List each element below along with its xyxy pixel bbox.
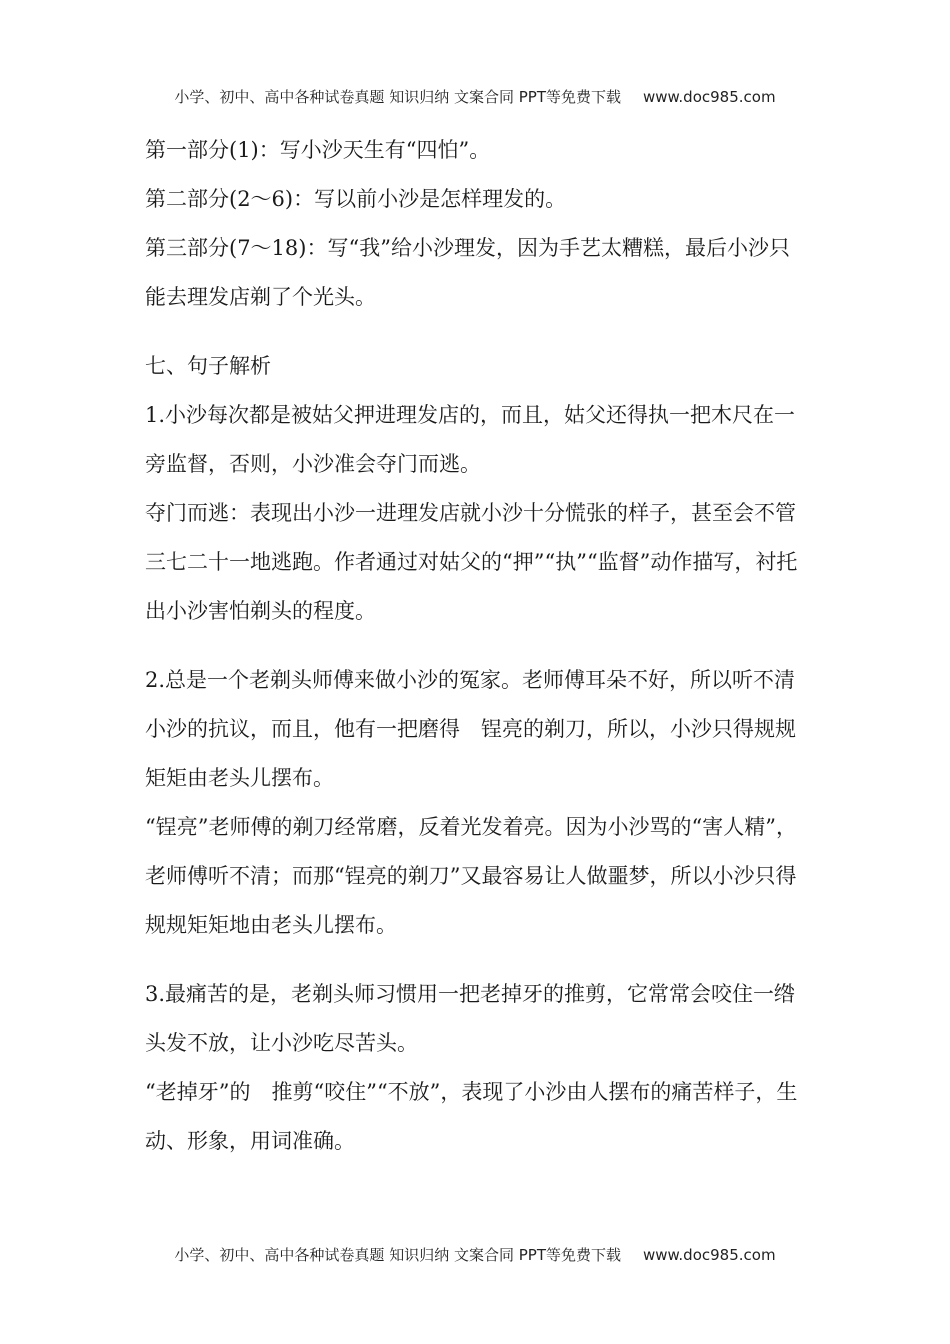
sentence-quote-2: 2.总是一个老剃头师傅来做小沙的冤家。老师傅耳朵不好，所以听不清小沙的抗议，而且，他有一把磨得 锃亮的剃刀，所以，小沙只得规规矩矩由老头儿摆布。 bbox=[145, 668, 796, 790]
page-footer bbox=[0, 1244, 950, 1265]
sentence-analysis-3: “老掉牙”的 推剪“咬住”“不放”，表现了小沙由人摆布的痛苦样子，生动、形象，用词准确。 bbox=[145, 1080, 798, 1153]
sentence-analysis-2: “锃亮”老师傅的剃刀经常磨，反着光发着亮。因为小沙骂的“害人精”，老师傅听不清；而那“锃亮的剃刀”又最容易让人做噩梦，所以小沙只得规规矩矩地由老头儿摆布。 bbox=[145, 815, 797, 937]
sentence-quote-3: 3.最痛苦的是，老剃头师习惯用一把老掉牙的推剪，它常常会咬住一绺头发不放，让小沙吃尽苦头。 bbox=[145, 982, 796, 1055]
sentence-analysis-1: 夺门而逃：表现出小沙一进理发店就小沙十分慌张的样子，甚至会不管三七二十一地逃跑。作者通过对姑父的“押”“执”“监督”动作描写，衬托出小沙害怕剃头的程度。 bbox=[145, 501, 798, 623]
spacer bbox=[145, 636, 805, 656]
footer-site: www.doc985.com bbox=[642, 1246, 776, 1264]
section-title: 七、句子解析 bbox=[145, 354, 271, 378]
footer-text: 小学、初中、高中各种试卷真题 知识归纳 文案合同 PPT等免费下载 bbox=[174, 1246, 621, 1264]
part-summary-3: 第三部分(7～18)：写“我”给小沙理发，因为手艺太糟糕，最后小沙只能去理发店剃了个光头。 bbox=[145, 236, 790, 309]
spacer bbox=[145, 322, 805, 342]
header-site: www.doc985.com bbox=[642, 88, 776, 106]
part-summary-2: 第二部分(2～6)：写以前小沙是怎样理发的。 bbox=[145, 187, 567, 211]
document-body bbox=[145, 126, 805, 1166]
header-text: 小学、初中、高中各种试卷真题 知识归纳 文案合同 PPT等免费下载 bbox=[174, 88, 621, 106]
sentence-quote-1: 1.小沙每次都是被姑父押进理发店的，而且，姑父还得执一把木尺在一旁监督，否则，小沙准会夺门而逃。 bbox=[145, 403, 796, 476]
part-summary-1: 第一部分(1)：写小沙天生有“四怕”。 bbox=[145, 138, 491, 162]
page-header bbox=[0, 86, 950, 107]
spacer bbox=[145, 950, 805, 970]
